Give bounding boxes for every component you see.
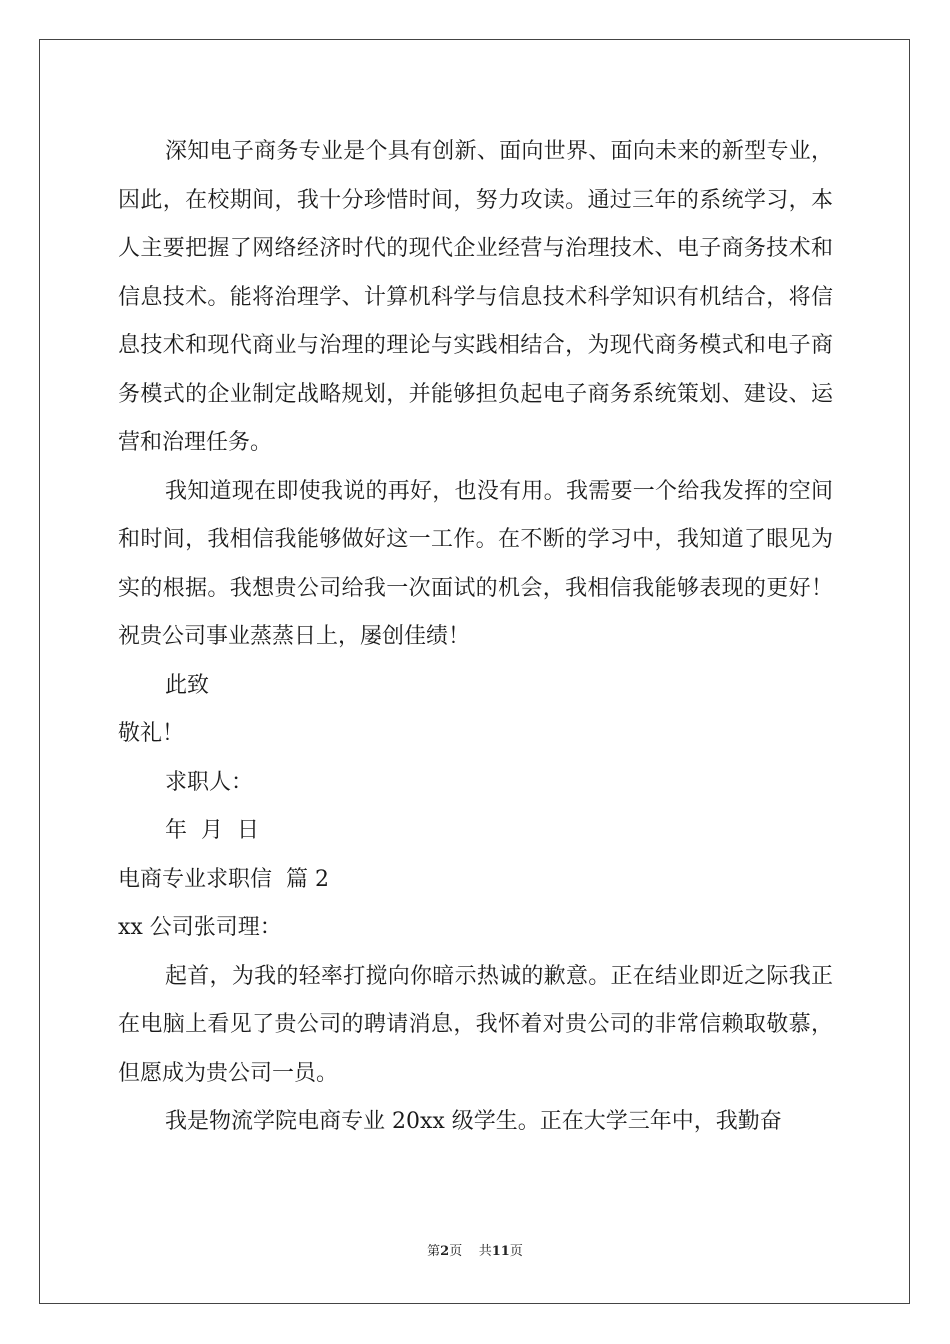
paragraph-1: 深知电子商务专业是个具有创新、面向世界、面向未来的新型专业，因此，在校期间，我十分珍惜时间，努力攻读。通过三年的系统学习，本人主要把握了网络经济时代的现代企业经营与治理技术、电子商务技术和信息技术。能将治理学、计算机科学与信息技术科学知识有机结合，将信息技术和现代商业与治理的理论与实践相结合，为现代商务模式和电子商务模式的企业制定战略规划，并能够担负起电子商务系统策划、建设、运营和治理任务。 [118,139,833,455]
total-suffix: 页 [509,1244,523,1259]
paragraph-4: 我是物流学院电商专业 20xx 级学生。正在大学三年中，我勤奋 [165,1109,782,1134]
page-prefix: 第 [427,1244,441,1259]
page-number: 2 [440,1244,450,1259]
paragraph-2: 我知道现在即使我说的再好，也没有用。我需要一个给我发挥的空间和时间，我相信我能够做好这一工作。在不断的学习中，我知道了眼见为实的根据。我想贵公司给我一次面试的机会，我相信我能够表现的更好！祝贵公司事业蒸蒸日上，屡创佳绩！ [118,478,833,649]
total-pages: 11 [491,1244,510,1259]
section-title: 电商专业求职信 篇 2 [118,866,329,892]
document-body [118,128,833,1147]
total-prefix: 共 [478,1244,492,1259]
closing-phrase: 此致 [165,672,210,698]
date-line: 年 月 日 [165,818,259,843]
paragraph-3: 起首，为我的轻率打搅向你暗示热诚的歉意。正在结业即近之际我正在电脑上看见了贵公司的聘请消息，我怀着对贵公司的非常信赖取敬慕，但愿成为贵公司一员。 [118,963,833,1086]
addressee: xx 公司张司理： [118,915,282,940]
page-footer [0,1240,950,1259]
page-suffix: 页 [449,1244,463,1259]
applicant-label: 求职人： [165,769,254,795]
salutation: 敬礼！ [118,721,185,746]
